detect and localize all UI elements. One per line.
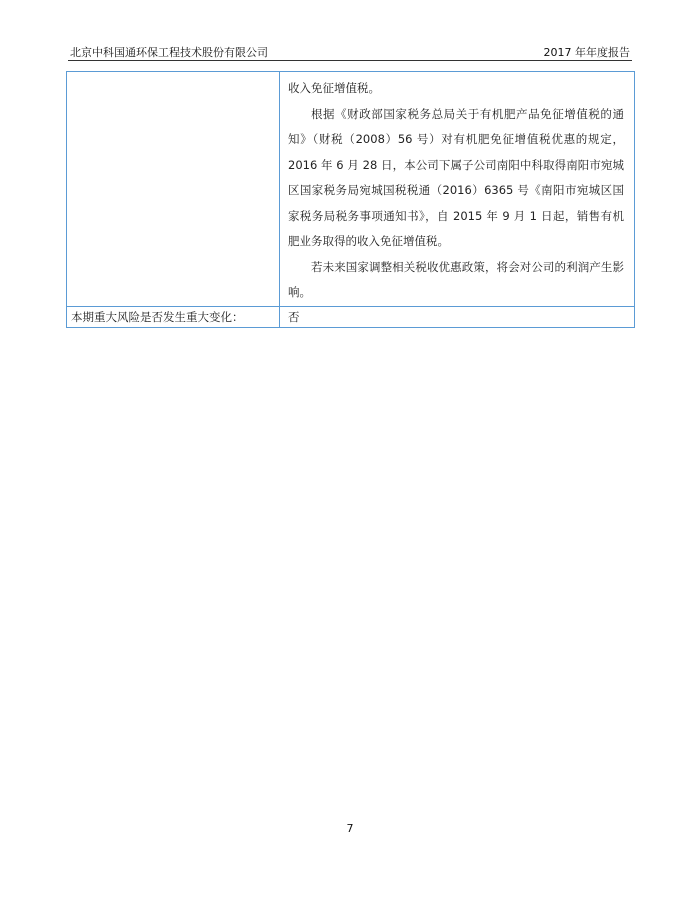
paragraph: 收入免征增值税。 <box>288 81 380 95</box>
empty-label-cell <box>67 72 280 307</box>
page-number: 7 <box>346 822 354 835</box>
risk-change-value: 否 <box>280 306 635 327</box>
table-row <box>67 306 635 327</box>
header-divider <box>68 60 632 61</box>
company-name: 北京中科国通环保工程技术股份有限公司 <box>70 46 268 59</box>
page-header <box>68 41 632 63</box>
risk-table <box>66 71 635 328</box>
risk-change-label: 本期重大风险是否发生重大变化： <box>67 306 280 327</box>
report-title: 2017 年年度报告 <box>543 46 630 59</box>
paragraph: 根据《财政部国家税务总局关于有机肥产品免征增值税的通知》（财税（2008）56 号）对有机肥免征增值税优惠的规定，2016 年 6 月 28 日，本公司下属子公司南阳中科取得南阳市宛城区国家税务局宛城国税税通（2016）6365 号《南阳市宛城区国家税务局税务事项通知书》，自 2015 年 9 月 1 日起，销售有机肥业务取得的收入免征增值税。 <box>288 106 624 248</box>
risk-description-cell <box>280 72 635 307</box>
table-row <box>67 72 635 307</box>
paragraph: 若未来国家调整相关税收优惠政策，将会对公司的利润产生影响。 <box>288 259 624 299</box>
